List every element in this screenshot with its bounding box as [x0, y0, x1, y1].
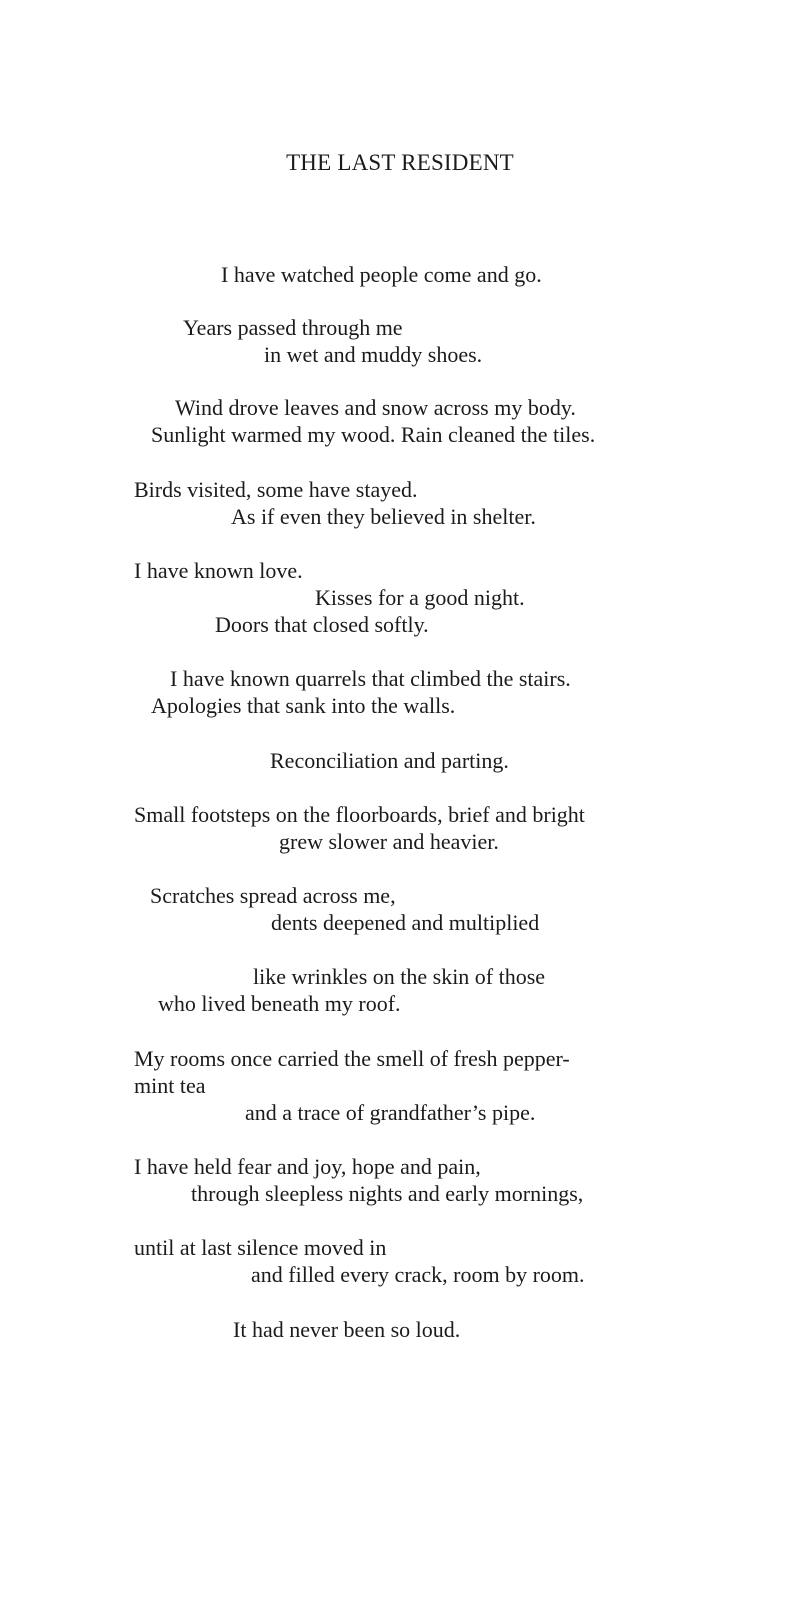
poem-line: My rooms once carried the smell of fresh pepper-	[134, 1046, 570, 1071]
poem-line: I have known love.	[134, 558, 303, 583]
poem-title: THE LAST RESIDENT	[286, 150, 514, 175]
poem-line: Reconciliation and parting.	[270, 748, 509, 773]
poem-line: who lived beneath my roof.	[158, 991, 401, 1016]
poem-line: I have watched people come and go.	[221, 262, 542, 287]
poem-line: like wrinkles on the skin of those	[253, 964, 546, 989]
poem-line: until at last silence moved in	[134, 1235, 387, 1260]
poem-line: through sleepless nights and early mornings,	[191, 1181, 584, 1206]
poem-line: Wind drove leaves and snow across my body.	[175, 395, 576, 420]
poem-line: Years passed through me	[183, 315, 403, 340]
poem-line: and a trace of grandfather’s pipe.	[245, 1100, 536, 1125]
poem-line: It had never been so loud.	[233, 1317, 461, 1342]
poem-line: Birds visited, some have stayed.	[134, 477, 418, 502]
poem-line: grew slower and heavier.	[279, 829, 499, 854]
poem-line: Doors that closed softly.	[215, 612, 429, 637]
poem-line: mint tea	[134, 1073, 206, 1098]
poem-line: Kisses for a good night.	[315, 585, 525, 610]
poem-line: I have held fear and joy, hope and pain,	[134, 1154, 481, 1179]
poem-line: and filled every crack, room by room.	[251, 1262, 585, 1287]
poem-line: As if even they believed in shelter.	[231, 504, 536, 529]
poem-line: dents deepened and multiplied	[271, 910, 540, 935]
poem-line: Scratches spread across me,	[150, 883, 396, 908]
poem-line: Apologies that sank into the walls.	[151, 693, 456, 718]
poem-line: Sunlight warmed my wood. Rain cleaned the tiles.	[151, 422, 596, 447]
poem-line: in wet and muddy shoes.	[264, 342, 483, 367]
poem-line: Small footsteps on the floorboards, brief and bright	[134, 802, 585, 827]
poem-line: I have known quarrels that climbed the stairs.	[170, 666, 571, 691]
